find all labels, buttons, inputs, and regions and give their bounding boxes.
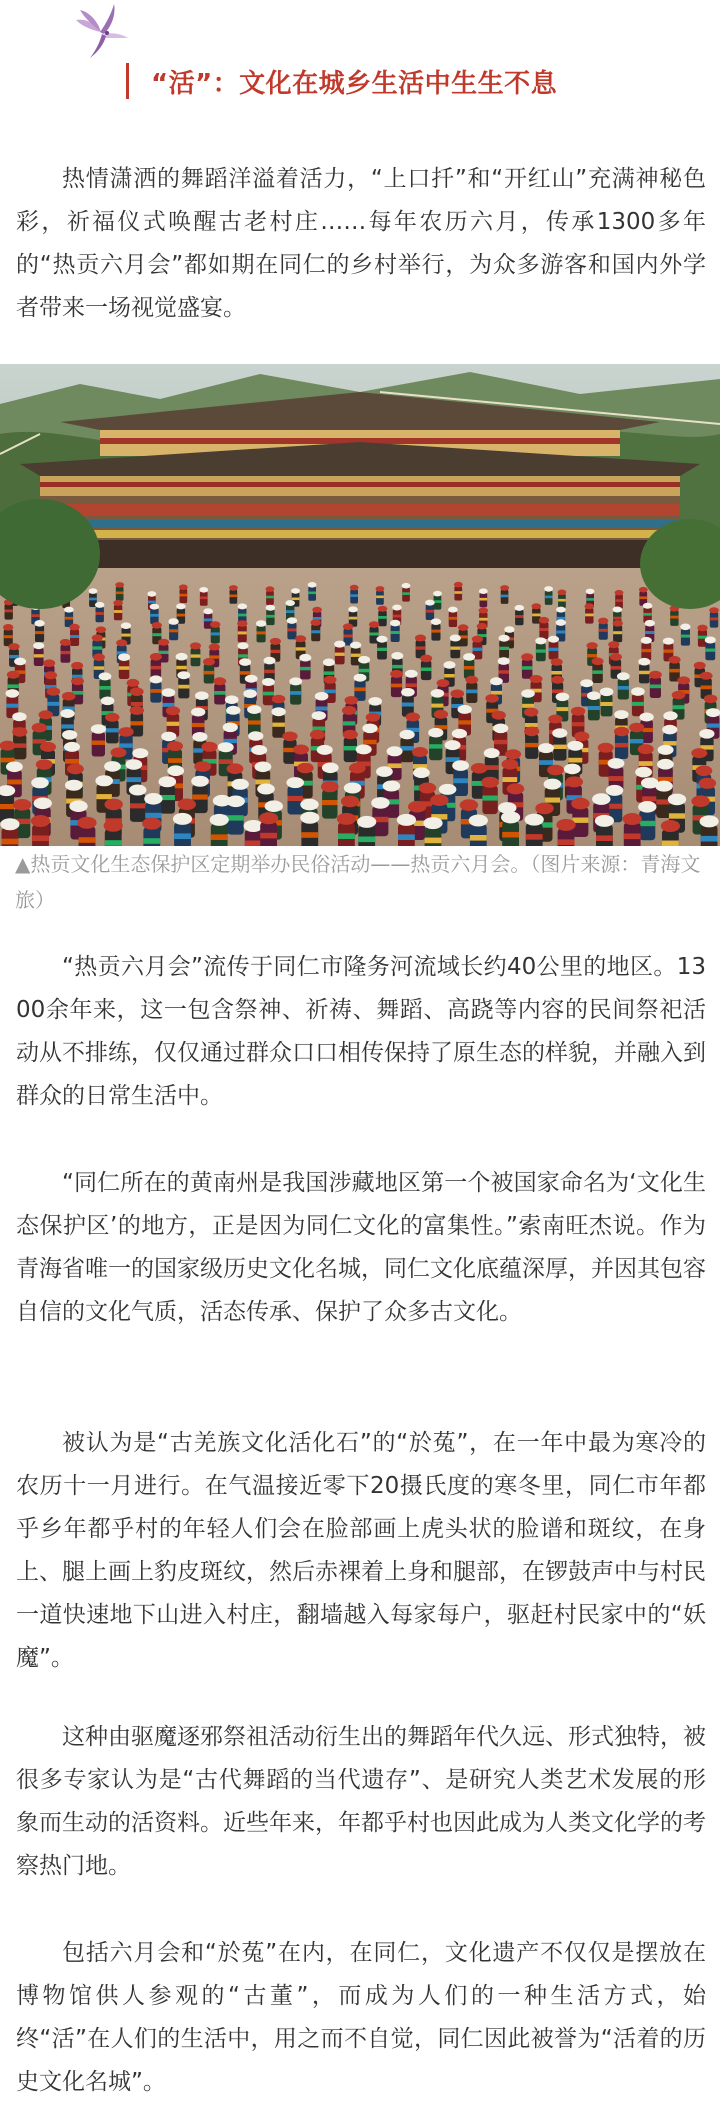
bird-logo-icon [70,2,132,60]
paragraph-intro: 热情潇洒的舞蹈洋溢着活力，“上口扦”和“开红山”充满神秘色彩，祈福仪式唤醒古老村庄……每年农历六月，传承1300多年的“热贡六月会”都如期在同仁的乡村举行，为众多游客和国内外学者带来一场视觉盛宴。 [16,166,706,321]
section-accent-bar [126,63,129,99]
section-title: “活”：文化在城乡生活中生生不息 [151,68,558,99]
paragraph-living-city: 包括六月会和“於菟”在内，在同仁，文化遗产不仅仅是摆放在博物馆供人参观的“古董”，而成为人们的一种生活方式，始终“活”在人们的生活中，用之而不自觉，同仁因此被誉为“活着的历史文化名城”。 [16,1940,706,2095]
paragraph-yutu: 被认为是“古羌族文化活化石”的“於菟”，在一年中最为寒冷的农历十一月进行。在气温接近零下20摄氏度的寒冬里，同仁市年都乎乡年都乎村的年轻人们会在脸部画上虎头状的脸谱和斑纹，在身上、腿上画上豹皮斑纹，然后赤裸着上身和腿部，在锣鼓声中与村民一道快速地下山进入村庄，翻墙越入每家每户，驱赶村民家中的“妖魔”。 [16,1430,706,1671]
paragraph-liuyuehui: “热贡六月会”流传于同仁市隆务河流域长约40公里的地区。1300余年来，这一包含祭神、祈祷、舞蹈、高跷等内容的民间祭祀活动从不排练，仅仅通过群众口口相传保持了原生态的样貌，并融入到群众的日常生活中。 [16,954,706,1109]
paragraph-huangnan: “同仁所在的黄南州是我国涉藏地区第一个被国家命名为‘文化生态保护区’的地方，正是因为同仁文化的富集性。”索南旺杰说。作为青海省唯一的国家级历史文化名城，同仁文化底蕴深厚，并因其包容自信的文化气质，活态传承、保护了众多古文化。 [16,1170,706,1325]
section-header [126,62,557,100]
paragraph-dance-heritage: 这种由驱魔逐邪祭祖活动衍生出的舞蹈年代久远、形式独特，被很多专家认为是“古代舞蹈的当代遗存”、是研究人类艺术发展的形象而生动的活资料。近些年来，年都乎村也因此成为人类文化学的考察热门地。 [16,1724,706,1879]
photo-caption: ▲热贡文化生态保护区定期举办民俗活动——热贡六月会。（图片来源：青海文旅） [15,852,701,912]
festival-photo [0,364,720,846]
